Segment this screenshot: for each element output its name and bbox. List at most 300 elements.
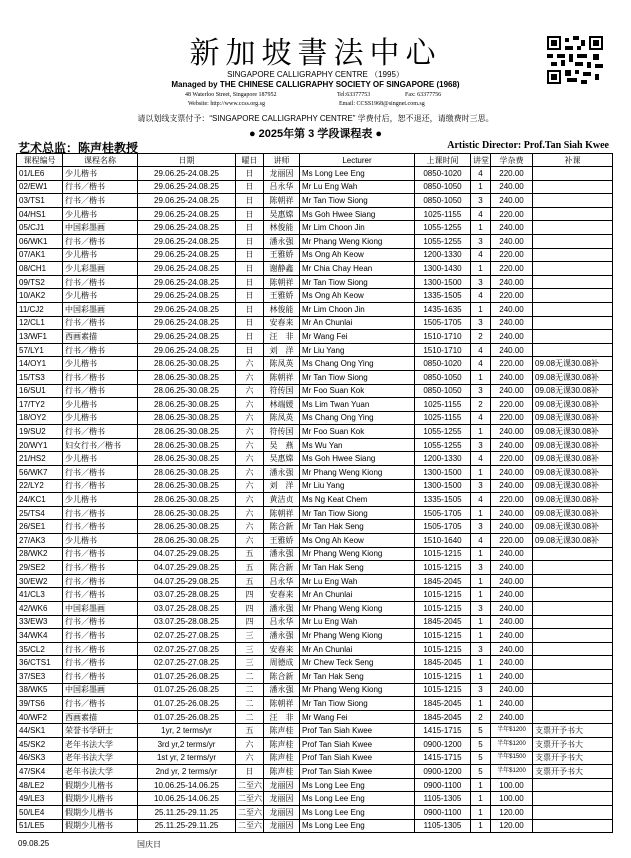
table-cell: 240.00 <box>491 629 533 643</box>
table-cell: 1 <box>471 819 491 833</box>
table-cell: 潘永强 <box>264 547 300 561</box>
table-cell: Ms Long Lee Eng <box>300 805 415 819</box>
table-cell: 4 <box>471 534 491 548</box>
table-cell: 六 <box>236 384 264 398</box>
table-cell: 行书／楷书 <box>63 669 138 683</box>
table-cell: 六 <box>236 452 264 466</box>
table-row <box>17 234 613 248</box>
table-cell: Mr Lim Choon Jin <box>300 302 415 316</box>
table-cell: 240.00 <box>491 343 533 357</box>
table-cell <box>533 275 613 289</box>
table-cell: 02.07.25-27.08.25 <box>138 629 236 643</box>
table-cell: 0850-1050 <box>415 384 471 398</box>
table-row <box>17 520 613 534</box>
table-cell: 28/WK2 <box>17 547 63 561</box>
table-cell: 19/SU2 <box>17 425 63 439</box>
table-cell: 09.08无课30.08补 <box>533 398 613 412</box>
managed-by-line: Managed by THE CHINESE CALLIGRAPHY SOCIETY OF SINGAPORE (1968) <box>171 80 460 89</box>
table-cell: Mr An Chunlai <box>300 642 415 656</box>
table-cell: 01.07.25-26.08.25 <box>138 710 236 724</box>
table-cell: 日 <box>236 207 264 221</box>
table-cell: 刘 洋 <box>264 479 300 493</box>
table-cell: 1025-1155 <box>415 207 471 221</box>
table-cell: 少儿楷书 <box>63 411 138 425</box>
table-cell: 1015-1215 <box>415 669 471 683</box>
table-cell: Mr Lu Eng Wah <box>300 180 415 194</box>
table-cell: 02.07.25-27.08.25 <box>138 656 236 670</box>
table-row <box>17 765 613 779</box>
table-cell: 4 <box>471 357 491 371</box>
table-row <box>17 289 613 303</box>
table-cell: 30/EW2 <box>17 574 63 588</box>
column-header: 日期 <box>138 154 236 167</box>
table-cell: 09.08无课30.08补 <box>533 425 613 439</box>
table-cell: 1335-1505 <box>415 289 471 303</box>
table-cell: 1015-1215 <box>415 561 471 575</box>
table-cell: 1055-1255 <box>415 234 471 248</box>
table-cell: 潘永强 <box>264 234 300 248</box>
table-cell: Mr Liu Yang <box>300 343 415 357</box>
table-cell: 45/SK2 <box>17 737 63 751</box>
table-cell: 日 <box>236 330 264 344</box>
table-cell <box>533 289 613 303</box>
table-cell: 1300-1500 <box>415 466 471 480</box>
table-cell: 六 <box>236 370 264 384</box>
table-cell: 0850-1020 <box>415 167 471 181</box>
table-cell: 240.00 <box>491 547 533 561</box>
table-cell: 240.00 <box>491 425 533 439</box>
table-cell: 1845-2045 <box>415 697 471 711</box>
table-cell: 行书／楷书 <box>63 370 138 384</box>
table-cell: Mr Lu Eng Wah <box>300 574 415 588</box>
table-cell: 符传国 <box>264 384 300 398</box>
table-cell: 27/AK3 <box>17 534 63 548</box>
table-cell: 四 <box>236 602 264 616</box>
table-cell: 3 <box>471 275 491 289</box>
table-cell: 日 <box>236 343 264 357</box>
table-cell: 六 <box>236 493 264 507</box>
table-row <box>17 506 613 520</box>
table-cell: 28.06.25-30.08.25 <box>138 466 236 480</box>
table-cell: 18/OY2 <box>17 411 63 425</box>
table-cell: 假期少儿楷书 <box>63 819 138 833</box>
table-cell: 少儿楷书 <box>63 289 138 303</box>
table-cell: 老年书法大学 <box>63 751 138 765</box>
table-cell: 1415-1715 <box>415 724 471 738</box>
table-cell: Mr Tan Tiow Siong <box>300 194 415 208</box>
table-cell: 吴 燕 <box>264 438 300 452</box>
table-cell: 日 <box>236 262 264 276</box>
table-cell: 28.06.25-30.08.25 <box>138 479 236 493</box>
table-row <box>17 697 613 711</box>
table-cell: 1510-1710 <box>415 343 471 357</box>
table-cell: 1025-1155 <box>415 411 471 425</box>
table-cell: 41/CL3 <box>17 588 63 602</box>
table-row <box>17 778 613 792</box>
table-row <box>17 615 613 629</box>
table-cell: 2 <box>471 330 491 344</box>
table-cell: 5 <box>471 765 491 779</box>
table-cell: 04.07.25-29.08.25 <box>138 547 236 561</box>
table-cell: 中国彩墨画 <box>63 302 138 316</box>
payment-note: 请以划线支票付予：“SINGAPORE CALLIGRAPHY CENTRE” 学费付后，恕不退还，请缴费时三思。 <box>137 114 494 123</box>
table-cell: 龙丽因 <box>264 778 300 792</box>
table-cell: 二 <box>236 710 264 724</box>
website-link[interactable]: Website: http://www.ccss.org.sg <box>188 101 266 107</box>
table-cell: 西画素描 <box>63 330 138 344</box>
table-cell: 行书／楷书 <box>63 615 138 629</box>
table-cell: 1 <box>471 425 491 439</box>
table-cell <box>533 343 613 357</box>
table-cell: Ms Chang Ong Ying <box>300 357 415 371</box>
table-cell: 1 <box>471 506 491 520</box>
table-cell: 4 <box>471 343 491 357</box>
table-cell: 支票开予书大 <box>533 724 613 738</box>
table-cell: 09.08无课30.08补 <box>533 493 613 507</box>
table-cell: Ms Goh Hwee Siang <box>300 452 415 466</box>
table-cell: 36/CTS1 <box>17 656 63 670</box>
table-header-row <box>17 154 613 167</box>
table-cell: 西画素描 <box>63 710 138 724</box>
table-cell: Mr Phang Weng Kiong <box>300 234 415 248</box>
table-cell: 行书／楷书 <box>63 316 138 330</box>
table-cell <box>533 547 613 561</box>
table-cell: 04.07.25-29.08.25 <box>138 561 236 575</box>
table-cell: 29.06.25-24.08.25 <box>138 275 236 289</box>
table-cell: 1505-1705 <box>415 520 471 534</box>
table-cell: 3 <box>471 683 491 697</box>
table-cell: 57/LY1 <box>17 343 63 357</box>
email-link[interactable]: Email: CCSS1968@singnet.com.sg <box>339 101 425 107</box>
table-cell: 240.00 <box>491 669 533 683</box>
table-cell: 13/WF1 <box>17 330 63 344</box>
table-row <box>17 737 613 751</box>
table-cell: 4 <box>471 452 491 466</box>
table-cell: 汪 非 <box>264 330 300 344</box>
table-cell: 3 <box>471 520 491 534</box>
table-cell: 吕永华 <box>264 615 300 629</box>
table-cell <box>533 629 613 643</box>
table-cell: 220.00 <box>491 534 533 548</box>
table-row <box>17 710 613 724</box>
table-cell: 1 <box>471 302 491 316</box>
table-cell: Mr An Chunlai <box>300 588 415 602</box>
table-row <box>17 479 613 493</box>
table-cell: 29.06.25-24.08.25 <box>138 302 236 316</box>
table-cell: 1 <box>471 262 491 276</box>
table-cell <box>533 602 613 616</box>
table-cell: 240.00 <box>491 330 533 344</box>
table-cell: 六 <box>236 751 264 765</box>
table-cell: 中国彩墨画 <box>63 683 138 697</box>
table-cell: 1200-1330 <box>415 452 471 466</box>
table-cell: 240.00 <box>491 180 533 194</box>
table-cell: 日 <box>236 275 264 289</box>
table-cell: Ms Long Lee Eng <box>300 819 415 833</box>
table-cell: 少儿彩墨画 <box>63 262 138 276</box>
table-cell: 09.08无课30.08补 <box>533 466 613 480</box>
table-cell: 0900-1100 <box>415 805 471 819</box>
table-cell: 35/CL2 <box>17 642 63 656</box>
table-cell: 龙丽因 <box>264 819 300 833</box>
column-header: 学杂费 <box>491 154 533 167</box>
footer-date: 09.08.25 <box>18 839 50 848</box>
table-cell: 28.06.25-30.08.25 <box>138 493 236 507</box>
table-cell: Prof Tan Siah Kwee <box>300 765 415 779</box>
table-cell: 29/SE2 <box>17 561 63 575</box>
table-cell: 六 <box>236 506 264 520</box>
table-cell: 240.00 <box>491 656 533 670</box>
table-row <box>17 316 613 330</box>
table-cell: 29.06.25-24.08.25 <box>138 234 236 248</box>
table-cell: 六 <box>236 520 264 534</box>
table-cell: 二至六 <box>236 792 264 806</box>
table-cell: 240.00 <box>491 710 533 724</box>
director-english: Artistic Director: Prof.Tan Siah Kwee <box>447 140 609 151</box>
table-cell <box>533 302 613 316</box>
table-cell: 日 <box>236 765 264 779</box>
table-row <box>17 656 613 670</box>
table-cell: 日 <box>236 316 264 330</box>
table-cell: 陈合新 <box>264 669 300 683</box>
table-row <box>17 534 613 548</box>
table-cell: 支票开予书大 <box>533 737 613 751</box>
table-cell: 1 <box>471 669 491 683</box>
table-cell: 29.06.25-24.08.25 <box>138 330 236 344</box>
table-cell: 日 <box>236 194 264 208</box>
address: 48 Waterloo Street, Singapore 187952 <box>185 92 277 98</box>
table-cell: 1510-1710 <box>415 330 471 344</box>
table-cell: 09.08无课30.08补 <box>533 384 613 398</box>
table-cell: 240.00 <box>491 384 533 398</box>
table-cell: 09.08无课30.08补 <box>533 438 613 452</box>
table-cell: Ms Lim Twan Yuan <box>300 398 415 412</box>
table-cell: Ms Ong Ah Keow <box>300 248 415 262</box>
table-cell: 29.06.25-24.08.25 <box>138 194 236 208</box>
table-cell: Ms Ng Keat Chem <box>300 493 415 507</box>
table-cell: 38/WK5 <box>17 683 63 697</box>
table-cell: 28.06.25-30.08.25 <box>138 398 236 412</box>
table-cell: 行书／楷书 <box>63 574 138 588</box>
table-cell: 08/CH1 <box>17 262 63 276</box>
table-cell: 1 <box>471 574 491 588</box>
table-row <box>17 805 613 819</box>
table-cell: 半年$1200 <box>491 724 533 738</box>
table-row <box>17 194 613 208</box>
table-cell: Mr Phang Weng Kiong <box>300 683 415 697</box>
table-cell: 26/SE1 <box>17 520 63 534</box>
table-cell: 2 <box>471 398 491 412</box>
table-cell: Ms Goh Hwee Siang <box>300 207 415 221</box>
table-cell: 40/WF2 <box>17 710 63 724</box>
table-cell: Mr Tan Hak Seng <box>300 520 415 534</box>
table-cell: 陈凤英 <box>264 411 300 425</box>
table-row <box>17 343 613 357</box>
table-row <box>17 561 613 575</box>
table-cell: 中国彩墨画 <box>63 602 138 616</box>
table-row <box>17 425 613 439</box>
table-cell: 1105-1305 <box>415 819 471 833</box>
table-cell: 0850-1050 <box>415 370 471 384</box>
table-cell: 四 <box>236 588 264 602</box>
table-cell: 1055-1255 <box>415 425 471 439</box>
table-cell: 28.06.25-30.08.25 <box>138 520 236 534</box>
table-cell: 吕永华 <box>264 180 300 194</box>
table-cell: 六 <box>236 466 264 480</box>
table-cell: 05/CJ1 <box>17 221 63 235</box>
table-cell: 46/SK3 <box>17 751 63 765</box>
table-cell: 潘永强 <box>264 466 300 480</box>
table-cell: 荣誉书学研士 <box>63 724 138 738</box>
table-cell: 240.00 <box>491 642 533 656</box>
table-cell: 半年$1200 <box>491 765 533 779</box>
table-cell: 24/KC1 <box>17 493 63 507</box>
table-cell: 行书／楷书 <box>63 506 138 520</box>
table-cell: 日 <box>236 289 264 303</box>
table-cell: 陈声桂 <box>264 737 300 751</box>
table-cell: 行书／楷书 <box>63 629 138 643</box>
table-cell: 1845-2045 <box>415 710 471 724</box>
table-cell: 六 <box>236 737 264 751</box>
table-cell: 1055-1255 <box>415 438 471 452</box>
table-cell: 02.07.25-27.08.25 <box>138 642 236 656</box>
table-cell: 03/TS1 <box>17 194 63 208</box>
table-row <box>17 248 613 262</box>
table-cell <box>533 615 613 629</box>
table-cell: 28.06.25-30.08.25 <box>138 452 236 466</box>
table-cell: Mr Phang Weng Kiong <box>300 602 415 616</box>
table-cell: 行书／楷书 <box>63 588 138 602</box>
table-cell: 龙丽因 <box>264 805 300 819</box>
table-cell: 六 <box>236 438 264 452</box>
table-cell: 4 <box>471 289 491 303</box>
table-cell: Mr Chia Chay Hean <box>300 262 415 276</box>
table-cell <box>533 316 613 330</box>
table-cell: 29.06.25-24.08.25 <box>138 316 236 330</box>
table-cell: 09.08无课30.08补 <box>533 534 613 548</box>
table-cell <box>533 697 613 711</box>
table-cell: Mr Phang Weng Kiong <box>300 466 415 480</box>
table-cell <box>533 221 613 235</box>
table-cell: 3 <box>471 234 491 248</box>
table-cell: 09.08无课30.08补 <box>533 370 613 384</box>
table-cell: 安春来 <box>264 642 300 656</box>
table-cell: 二至六 <box>236 805 264 819</box>
table-cell: 2nd yr, 2 terms/yr <box>138 765 236 779</box>
table-cell: 谢静鑫 <box>264 262 300 276</box>
table-cell: 5 <box>471 724 491 738</box>
table-cell: 1300-1500 <box>415 479 471 493</box>
table-cell: 29.06.25-24.08.25 <box>138 248 236 262</box>
table-cell: 吴惠嫦 <box>264 452 300 466</box>
table-cell: 行书／楷书 <box>63 384 138 398</box>
table-cell <box>533 642 613 656</box>
table-cell: 陈声桂 <box>264 751 300 765</box>
centre-chinese-title: 新加坡書法中心 <box>189 36 442 71</box>
table-cell: 王雅娇 <box>264 534 300 548</box>
table-cell: 240.00 <box>491 479 533 493</box>
table-row <box>17 167 613 181</box>
table-cell: 日 <box>236 221 264 235</box>
table-cell: 01.07.25-26.08.25 <box>138 669 236 683</box>
table-cell: 五 <box>236 574 264 588</box>
table-cell: 240.00 <box>491 221 533 235</box>
table-row <box>17 669 613 683</box>
table-cell <box>533 656 613 670</box>
table-cell: 陈合新 <box>264 520 300 534</box>
table-cell: 六 <box>236 357 264 371</box>
table-row <box>17 262 613 276</box>
table-cell: 陈朝祥 <box>264 506 300 520</box>
table-cell: 29.06.25-24.08.25 <box>138 343 236 357</box>
table-cell: Ms Wu Yan <box>300 438 415 452</box>
table-cell: 龙丽因 <box>264 167 300 181</box>
table-cell: 1 <box>471 370 491 384</box>
table-cell: 1435-1635 <box>415 302 471 316</box>
table-cell: 陈朝祥 <box>264 697 300 711</box>
table-cell: Ms Long Lee Eng <box>300 792 415 806</box>
column-header: 补课 <box>533 154 613 167</box>
table-cell: 少儿楷书 <box>63 207 138 221</box>
table-cell: 47/SK4 <box>17 765 63 779</box>
table-cell: 0900-1200 <box>415 765 471 779</box>
table-cell: Ms Ong Ah Keow <box>300 289 415 303</box>
table-cell <box>533 262 613 276</box>
table-cell: 1015-1215 <box>415 602 471 616</box>
table-cell: Ms Long Lee Eng <box>300 167 415 181</box>
table-row <box>17 452 613 466</box>
table-row <box>17 493 613 507</box>
table-cell: 01/LE6 <box>17 167 63 181</box>
table-row <box>17 683 613 697</box>
table-cell <box>533 167 613 181</box>
table-cell: 二 <box>236 683 264 697</box>
table-cell: 25.11.25-29.11.25 <box>138 805 236 819</box>
table-cell: 03.07.25-28.08.25 <box>138 602 236 616</box>
table-cell: 1055-1255 <box>415 221 471 235</box>
table-cell: 09.08无课30.08补 <box>533 357 613 371</box>
table-cell: 28.06.25-30.08.25 <box>138 384 236 398</box>
table-cell: 二 <box>236 697 264 711</box>
table-cell: 五 <box>236 547 264 561</box>
table-cell: 240.00 <box>491 588 533 602</box>
column-header: 讲堂 <box>471 154 491 167</box>
table-row <box>17 357 613 371</box>
table-cell: 安春来 <box>264 588 300 602</box>
table-cell: Prof Tan Siah Kwee <box>300 737 415 751</box>
column-header: 讲师 <box>264 154 300 167</box>
table-cell: 29.06.25-24.08.25 <box>138 207 236 221</box>
table-cell: 240.00 <box>491 615 533 629</box>
table-cell: 10.06.25-14.06.25 <box>138 778 236 792</box>
table-cell: 44/SK1 <box>17 724 63 738</box>
table-cell: 120.00 <box>491 805 533 819</box>
table-cell: 01.07.25-26.08.25 <box>138 697 236 711</box>
table-cell: 4 <box>471 411 491 425</box>
table-cell: 六 <box>236 398 264 412</box>
table-cell: 3 <box>471 384 491 398</box>
table-cell: 1 <box>471 221 491 235</box>
table-row <box>17 207 613 221</box>
table-cell: 09.08无课30.08补 <box>533 520 613 534</box>
table-cell: 少儿楷书 <box>63 452 138 466</box>
table-cell: 1415-1715 <box>415 751 471 765</box>
table-cell: 行书／楷书 <box>63 425 138 439</box>
table-cell: 1845-2045 <box>415 574 471 588</box>
table-cell: Mr Phang Weng Kiong <box>300 547 415 561</box>
table-cell: 潘永强 <box>264 602 300 616</box>
table-cell: 日 <box>236 302 264 316</box>
